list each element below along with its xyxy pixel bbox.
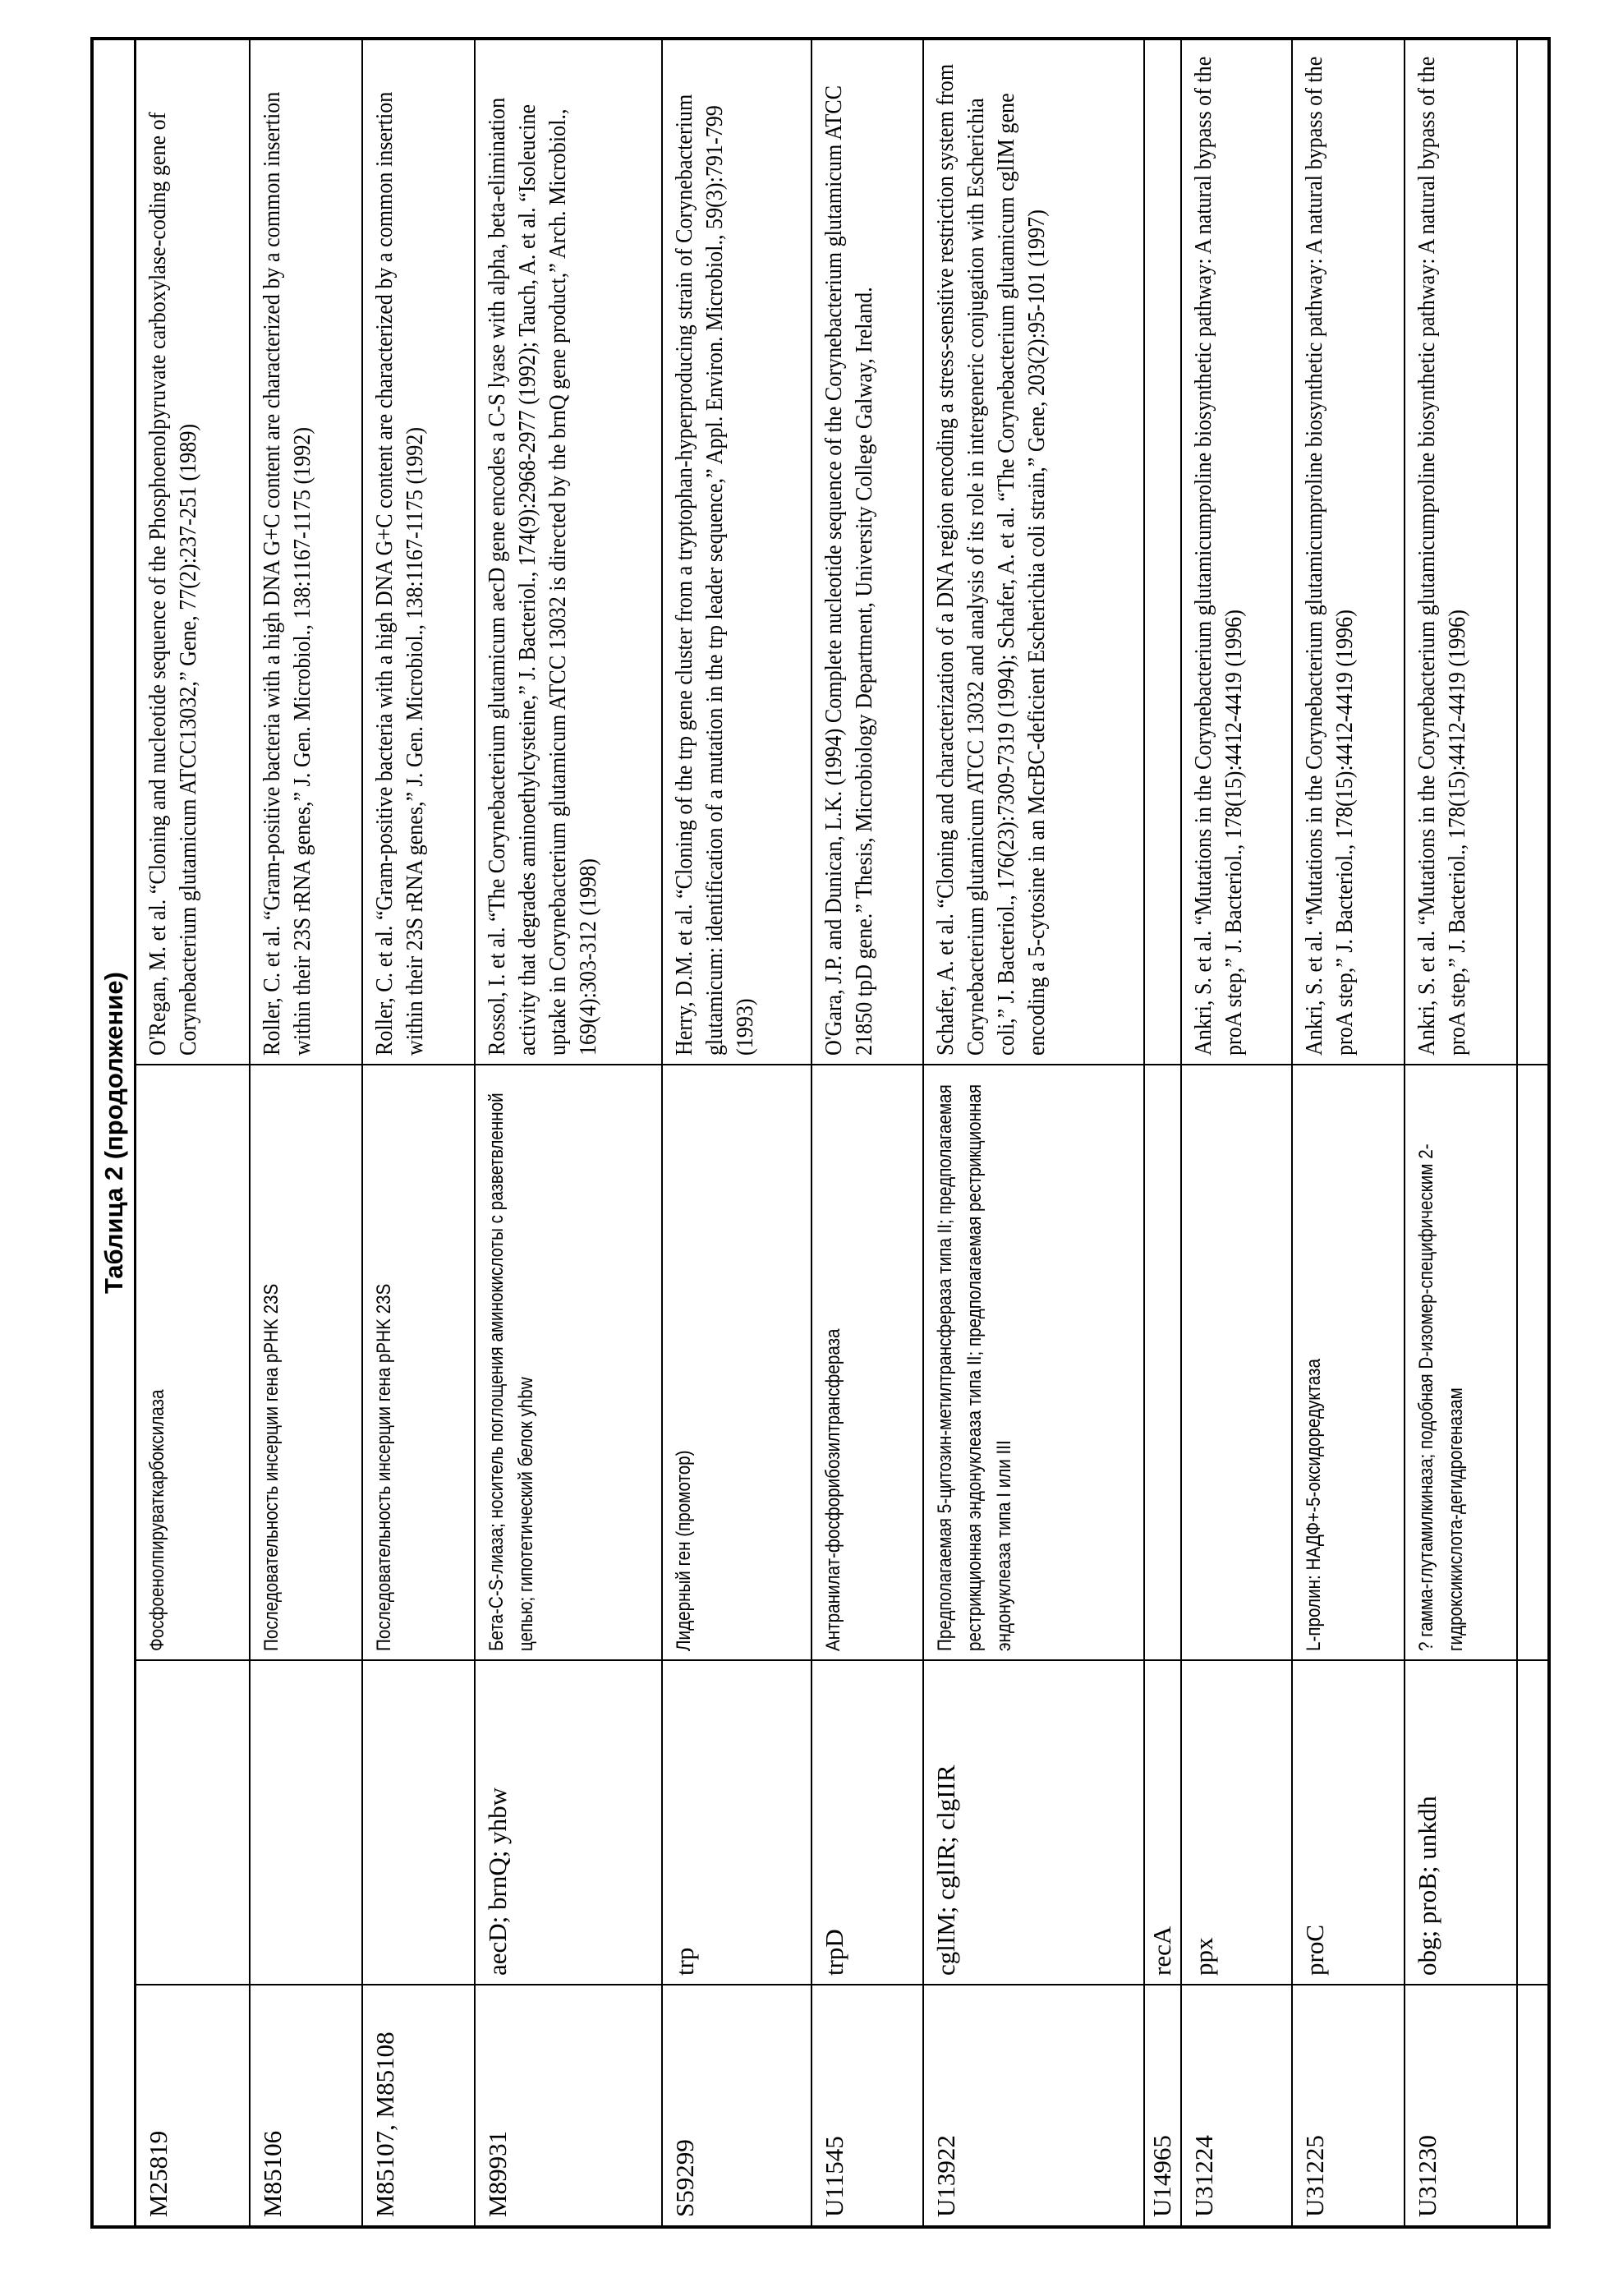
reference-text: Ankri, S. et al. “Mutations in the Corynebacterium glutamicumproline biosynthetic pathway: A natural bypass of the proA step,” J. Bacteriol., 178(15):4412-4419 (1996) [1412,49,1473,1056]
gene-cell [1517,1660,1550,1985]
description-cell [362,1065,475,1660]
reference-cell [362,40,475,1065]
description-cell [1144,1065,1181,1660]
table-row [1405,40,1517,2225]
description-cell [1405,1065,1517,1660]
table-row [136,40,250,2225]
gene-cell: obg; proB; unkdh [1405,1660,1517,1985]
accession-cell: M89931 [475,1985,662,2225]
reference-cell [1292,40,1405,1065]
table-row [250,40,362,2225]
gene-cell: aecD; brnQ; yhbw [475,1660,662,1985]
accession-cell: M25819 [136,1985,250,2225]
table-title: Таблица 2 (продолжение) [94,40,136,2225]
reference-cell [811,40,923,1065]
table-row [1144,40,1181,2225]
gene-cell: trpD [811,1660,923,1985]
table-row [1517,40,1550,2225]
accession-cell: U11545 [811,1985,923,2225]
description-cell [250,1065,362,1660]
reference-text: Schafer, A. et al. “Cloning and characterization of a DNA region encoding a stress-sensitive restriction system from Corynebacterium glutamicum ATCC 13032 and analysis of its role in intergeneric conjugation with Escherichia coli,” J. Bacteriol., 176(23):7309-7319 (1994); Schafer, A. et al. “The Corynebacterium glutamicum cglIM gene encoding a 5-cytosine in an McrBC-deficient Escherichia coli strain,” Gene, 203(2):95-101 (1997) [931,49,1052,1056]
description-cell [1181,1065,1292,1660]
accession-cell: U13922 [923,1985,1144,2225]
reference-cell [475,40,662,1065]
reference-text: Ankri, S. et al. “Mutations in the Corynebacterium glutamicumproline biosynthetic pathway: A natural bypass of the proA step,” J. Bacteriol., 178(15):4412-4419 (1996) [1189,49,1249,1056]
description-text: Бета-C-S-лиаза; носитель поглощения аминокислоты с разветвленной цепью; гипотетический белок yhbw [482,1075,541,1651]
description-cell [662,1065,811,1660]
table-row [1181,40,1292,2225]
gene-table [136,40,1551,2225]
reference-text: Rossol, I. et al. “The Corynebacterium glutamicum aecD gene encodes a C-S lyase with alpha, beta-elimination activity that degrades aminoethylcysteine,” J. Bacteriol., 174(9):2968-2977 (1992); Tauch, A. et al. “Isoleucine uptake in Corynebacterium glutamicum ATCC 13032 is directed by the brnQ gene product,” Arch. Microbiol., 169(4):303-312 (1998) [482,49,604,1056]
table-row [923,40,1144,2225]
reference-cell [1181,40,1292,1065]
accession-cell: M85106 [250,1985,362,2225]
accession-cell: U31224 [1181,1985,1292,2225]
accession-cell: U14965 [1144,1985,1181,2225]
gene-cell [250,1660,362,1985]
description-text: ? гамма-глутамилкиназа; подобная D-изомер-специфическим 2-гидроксикислота-дегидрогеназам [1412,1075,1471,1651]
reference-cell [1405,40,1517,1065]
table-row [662,40,811,2225]
description-text: Лидерный ген (промотор) [669,1075,699,1651]
description-cell [475,1065,662,1660]
table-row [362,40,475,2225]
reference-text: Ankri, S. et al. “Mutations in the Corynebacterium glutamicumproline biosynthetic pathway: A natural bypass of the proA step,” J. Bacteriol., 178(15):4412-4419 (1996) [1299,49,1360,1056]
description-text: Фосфоенолпируваткарбоксилаза [143,1075,172,1651]
table-row [475,40,662,2225]
reference-cell [1517,40,1550,1065]
reference-text: O'Gara, J.P. and Dunican, L.K. (1994) Complete nucleotide sequence of the Corynebacterium glutamicum ATCC 21850 tpD gene.” Thesis, Microbiology Department, University College Galway, Ireland. [819,49,880,1056]
reference-text: Roller, C. et al. “Gram-positive bacteria with a high DNA G+C content are characterized by a common insertion within their 23S rRNA genes,” J. Gen. Microbiol., 138:1167-1175 (1992) [257,49,318,1056]
accession-cell: U31225 [1292,1985,1405,2225]
gene-cell: trp [662,1660,811,1985]
description-cell [923,1065,1144,1660]
accession-cell: U31230 [1405,1985,1517,2225]
gene-cell [362,1660,475,1985]
description-cell [136,1065,250,1660]
accession-cell: S59299 [662,1985,811,2225]
gene-cell: ppx [1181,1660,1292,1985]
description-text: L-пролин: НАДФ+-5-оксидоредуктаза [1299,1075,1329,1651]
gene-cell: cglIM; cglIR; clgIIR [923,1660,1144,1985]
reference-cell [923,40,1144,1065]
gene-cell: recA [1144,1660,1181,1985]
reference-text: Roller, C. et al. “Gram-positive bacteria with a high DNA G+C content are characterized by a common insertion within their 23S rRNA genes,” J. Gen. Microbiol., 138:1167-1175 (1992) [370,49,430,1056]
table-row [1292,40,1405,2225]
accession-cell [1517,1985,1550,2225]
accession-cell: M85107, M85108 [362,1985,475,2225]
reference-cell [1144,40,1181,1065]
table-row [811,40,923,2225]
description-text: Последовательность инсерции гена pPHK 23S [370,1075,399,1651]
gene-cell [136,1660,250,1985]
description-text: Последовательность инсерции гена pPHK 23S [257,1075,287,1651]
rotated-table-page [90,37,1551,2229]
description-text: Антранилат-фосфорибозилтрансфераза [819,1075,848,1651]
reference-cell [250,40,362,1065]
description-text: Предполагаемая 5-цитозин-метилтрансфераза типа II; предполагаемая рестрикционная эндонуклеаза типа II; предполагаемая рестрикционная эндонуклеаза типа I или III [931,1075,1019,1651]
description-cell [1292,1065,1405,1660]
reference-text: O'Regan, M. et al. “Cloning and nucleotide sequence of the Phosphoenolpyruvate carboxylase-coding gene of Corynebacterium glutamicum ATCC13032,” Gene, 77(2):237-251 (1989) [143,49,204,1056]
description-cell [811,1065,923,1660]
gene-cell: proC [1292,1660,1405,1985]
reference-text: Herry, D.M. et al. “Cloning of the trp gene cluster from a tryptophan-hyperproducing strain of Corynebacterium glutamicum: identification of a mutation in the trp leader sequence,” Appl. Environ. Microbiol., 59(3):791-799 (1993) [669,49,761,1056]
description-cell [1517,1065,1550,1660]
reference-cell [662,40,811,1065]
reference-cell [136,40,250,1065]
